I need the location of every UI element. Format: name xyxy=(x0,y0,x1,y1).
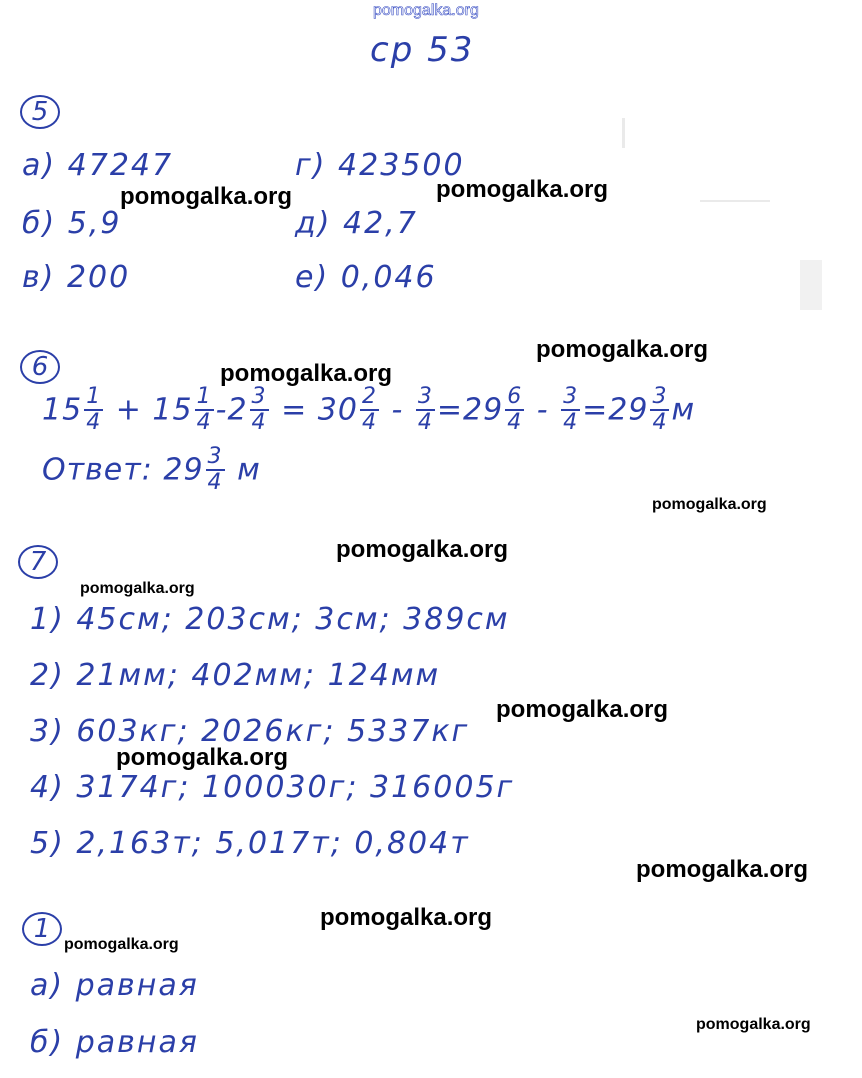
numerator: 1 xyxy=(195,385,214,411)
task7-line-4: 4) 3174г; 100030г; 316005г xyxy=(30,770,515,805)
operator: - xyxy=(215,392,228,428)
denominator: 4 xyxy=(251,410,267,436)
denominator: 4 xyxy=(652,410,668,436)
watermark: pomogalka.org xyxy=(652,496,767,513)
unit: м xyxy=(237,452,261,488)
whole-part: 15 xyxy=(42,392,83,428)
answer-prefix: Ответ: xyxy=(42,452,153,488)
watermark: pomogalka.org xyxy=(436,176,609,203)
scan-artifact xyxy=(800,260,822,310)
operator: - xyxy=(536,392,549,428)
operator: + xyxy=(115,392,142,428)
task1-line-b: б) равная xyxy=(30,1025,199,1060)
operator: = xyxy=(436,392,464,428)
operator: - xyxy=(391,392,404,428)
whole-part: 29 xyxy=(463,392,504,428)
fraction xyxy=(650,385,669,435)
task-number-1: 1 xyxy=(22,912,62,946)
fraction xyxy=(561,385,580,435)
numerator: 3 xyxy=(206,445,225,471)
task-number-5: 5 xyxy=(20,95,60,129)
numerator: 3 xyxy=(416,385,435,411)
item-label: б) xyxy=(22,206,57,241)
item-value: 47247 xyxy=(67,148,174,183)
unit: м xyxy=(671,392,696,428)
task5-item-e xyxy=(295,260,437,295)
denominator: 4 xyxy=(563,410,579,436)
watermark: pomogalka.org xyxy=(64,936,179,953)
task5-item-a xyxy=(22,148,173,183)
denominator: 4 xyxy=(361,410,377,436)
watermark: pomogalka.org xyxy=(80,580,195,597)
operator: = xyxy=(582,392,609,428)
watermark-top: pomogalka.org xyxy=(373,2,479,19)
task7-line-1: 1) 45см; 203см; 3см; 389см xyxy=(30,602,510,637)
item-label: д) xyxy=(295,206,332,241)
task6-answer xyxy=(42,445,261,495)
scan-artifact xyxy=(622,118,625,148)
task7-line-5: 5) 2,163т; 5,017т; 0,804т xyxy=(30,826,470,861)
task-number-7: 7 xyxy=(18,545,58,579)
watermark: pomogalka.org xyxy=(116,744,289,771)
numerator: 3 xyxy=(561,385,580,411)
numerator: 6 xyxy=(505,385,524,411)
task7-line-2: 2) 21мм; 402мм; 124мм xyxy=(30,658,441,693)
denominator: 4 xyxy=(207,470,223,496)
watermark: pomogalka.org xyxy=(496,696,669,723)
item-value: 5,9 xyxy=(67,206,122,241)
whole-part: 29 xyxy=(608,392,649,428)
denominator: 4 xyxy=(507,410,523,436)
whole-part: 29 xyxy=(163,452,204,488)
fraction xyxy=(416,385,435,435)
fraction xyxy=(84,385,103,435)
task7-line-3: 3) 603кг; 2026кг; 5337кг xyxy=(30,714,470,749)
item-label: в) xyxy=(22,260,56,295)
numerator: 1 xyxy=(84,385,103,411)
fraction xyxy=(505,385,524,435)
scan-artifact xyxy=(700,200,770,202)
numerator: 3 xyxy=(650,385,669,411)
item-value: 423500 xyxy=(338,148,465,183)
numerator: 2 xyxy=(360,385,379,411)
task5-item-v xyxy=(22,260,130,295)
watermark: pomogalka.org xyxy=(120,183,293,210)
numerator: 3 xyxy=(250,385,269,411)
watermark: pomogalka.org xyxy=(696,1016,811,1033)
watermark: pomogalka.org xyxy=(636,856,809,883)
whole-part: 15 xyxy=(152,392,193,428)
item-label: е) xyxy=(295,260,330,295)
watermark: pomogalka.org xyxy=(336,536,509,563)
watermark: pomogalka.org xyxy=(220,360,393,387)
task-number-6: 6 xyxy=(20,350,60,384)
item-value: 42,7 xyxy=(343,206,418,241)
fraction xyxy=(206,445,225,495)
fraction xyxy=(360,385,379,435)
watermark: pomogalka.org xyxy=(320,904,493,931)
task6-equation xyxy=(42,385,695,435)
whole-part: 2 xyxy=(227,392,248,428)
fraction xyxy=(195,385,214,435)
item-label: г) xyxy=(295,148,327,183)
item-label: а) xyxy=(22,148,57,183)
operator: = xyxy=(281,392,308,428)
task5-item-d xyxy=(295,206,418,241)
task1-line-a: а) равная xyxy=(30,968,199,1003)
item-value: 200 xyxy=(66,260,131,295)
task5-item-b xyxy=(22,206,121,241)
whole-part: 30 xyxy=(317,392,358,428)
fraction xyxy=(250,385,269,435)
denominator: 4 xyxy=(86,410,102,436)
item-value: 0,046 xyxy=(340,260,437,295)
denominator: 4 xyxy=(417,410,433,436)
denominator: 4 xyxy=(196,410,212,436)
page-reference: ср 53 xyxy=(370,30,475,70)
watermark: pomogalka.org xyxy=(536,336,709,363)
